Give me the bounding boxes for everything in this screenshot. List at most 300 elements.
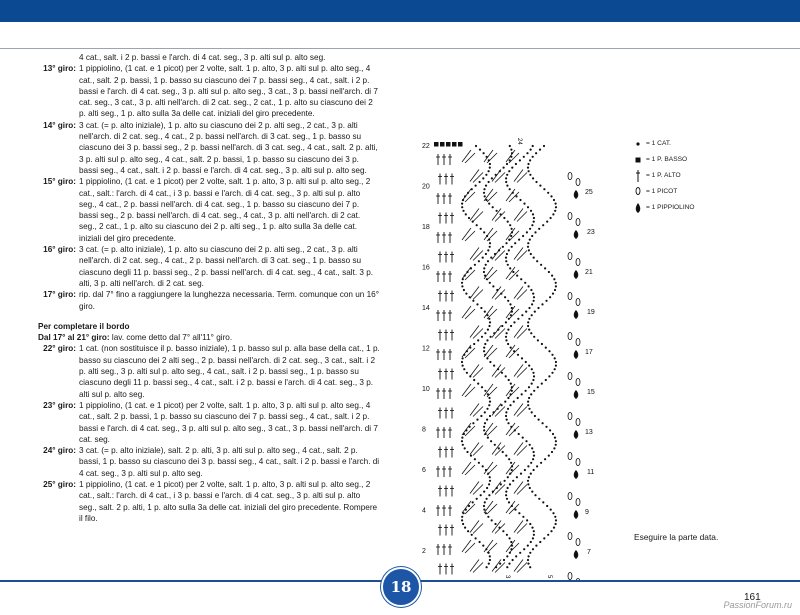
diagonal-stitch	[473, 251, 483, 261]
cat-dot	[509, 267, 511, 269]
cat-dot	[489, 282, 491, 284]
cat-dot	[488, 181, 490, 183]
cat-dot	[553, 278, 555, 280]
diagonal-stitch	[470, 365, 479, 377]
diagonal-stitch	[465, 309, 475, 319]
picot-mark	[576, 178, 580, 185]
cat-dot	[504, 480, 506, 482]
cat-dot	[508, 563, 510, 565]
cat-dot	[533, 534, 535, 536]
cat-dot	[488, 563, 490, 565]
cat-dot	[487, 516, 489, 518]
round-17	[38, 289, 380, 312]
cat-dot	[500, 293, 502, 295]
cat-dot	[488, 483, 490, 485]
cat-dot	[496, 289, 498, 291]
cat-dot	[538, 228, 540, 230]
diagonal-stitch	[473, 563, 483, 573]
diagonal-stitch	[484, 228, 493, 240]
cat-dot	[516, 476, 518, 478]
cat-dot	[502, 451, 504, 453]
cat-dot	[507, 329, 509, 331]
cat-dot	[532, 213, 534, 215]
cat-dot	[487, 260, 489, 262]
cat-dot	[536, 260, 538, 262]
cat-dot	[488, 494, 490, 496]
cat-dot	[530, 210, 532, 212]
cat-dot	[461, 285, 463, 287]
cat-dot	[492, 285, 494, 287]
cat-dot	[529, 523, 531, 525]
cat-dot	[528, 329, 530, 331]
cat-dot	[487, 249, 489, 251]
cat-dot	[481, 336, 483, 338]
cat-dot	[505, 494, 507, 496]
diagonal-stitch	[473, 212, 483, 222]
diagonal-stitch	[462, 150, 471, 162]
cat-dot	[519, 199, 521, 201]
cat-dot	[528, 408, 530, 410]
cat-dot	[552, 293, 554, 295]
cat-dot	[489, 242, 491, 244]
diagonal-stitch	[495, 485, 505, 495]
cat-dot	[464, 275, 466, 277]
cat-dot	[486, 419, 488, 421]
round-text: 3 cat. (= p. alto iniziale), 1 p. alto su ciascuno dei 2 p. alti seg., 2 cat., 3 p. alti nell'arch. di 2 cat. seg., 4 cat., 2 p. bassi nell'arch. di 3 cat. seg., 1 p. basso su ciascuno dei 3 p. bassi seg., 2 p. bassi nell'arch. di 3 cat. seg., 4 cat., salt. 2 p. alti, 3 p. alti sul p. alto seg., 4 cat., salt. 2 p. bassi, 1 p. basso su ciascuno dei 3 p. bassi seg., 4 cat., salt. i 2 p. bassi e l'arch. di 4 cat. seg., 3 p. alti sul p. alto seg.	[79, 120, 378, 175]
cat-dot	[488, 404, 490, 406]
cat-dot	[482, 177, 484, 179]
cat-dot	[483, 491, 485, 493]
cat-dot	[555, 206, 557, 208]
cat-dot	[505, 181, 507, 183]
cat-dot	[510, 393, 512, 395]
row-number-left: 16	[422, 264, 430, 272]
cat-dot	[527, 563, 529, 565]
cat-dot	[528, 285, 530, 287]
cat-dot	[508, 458, 510, 460]
cat-dot	[533, 530, 535, 532]
cat-dot	[475, 537, 477, 539]
cat-dot	[542, 422, 544, 424]
round-label: 13° giro:	[43, 64, 76, 74]
cat-dot	[467, 192, 469, 194]
dagger-icon	[630, 170, 646, 182]
row-number-left: 22	[422, 143, 430, 150]
cat-dot	[541, 303, 543, 305]
cat-dot	[549, 296, 551, 298]
diagonal-stitch	[517, 173, 527, 183]
cat-dot	[463, 433, 465, 435]
cat-dot	[534, 415, 536, 417]
cat-dot	[549, 429, 551, 431]
cat-dot	[469, 375, 471, 377]
cat-dot	[471, 188, 473, 190]
cat-dot	[555, 365, 557, 367]
diagonal-stitch	[465, 543, 475, 553]
header-divider	[0, 48, 800, 49]
row-number-left: 2	[422, 548, 426, 555]
diagonal-stitch	[492, 287, 501, 299]
diagonal-stitch	[495, 329, 505, 339]
cat-dot	[555, 523, 557, 525]
diagonal-stitch	[509, 309, 519, 319]
picot-mark	[568, 292, 572, 299]
cat-dot	[465, 509, 467, 511]
cat-dot	[497, 329, 499, 331]
pippiolino-mark	[574, 470, 579, 479]
diagonal-stitch	[509, 348, 519, 358]
cat-dot	[484, 501, 486, 503]
picot-mark	[568, 452, 572, 459]
row-number-left: 14	[422, 305, 430, 312]
picot-mark	[576, 298, 580, 305]
cat-dot	[528, 365, 530, 367]
cat-dot	[523, 548, 525, 550]
cat-dot	[464, 447, 466, 449]
cat-dot	[496, 210, 498, 212]
cat-dot	[509, 224, 511, 226]
cat-dot	[551, 354, 553, 356]
cat-dot	[462, 365, 464, 367]
cat-dot	[533, 336, 535, 338]
cat-dot	[487, 473, 489, 475]
legend-label: = 1 PICOT	[646, 187, 678, 195]
cat-dot	[480, 494, 482, 496]
cat-dot	[532, 379, 534, 381]
cat-dot	[509, 303, 511, 305]
cat-dot	[505, 257, 507, 259]
cat-dot	[495, 174, 497, 176]
diagonal-stitch	[465, 270, 475, 280]
cat-dot	[502, 530, 504, 532]
cat-dot	[488, 325, 490, 327]
round-label: 14° giro:	[43, 120, 76, 130]
cat-dot	[491, 519, 493, 521]
cat-dot	[543, 537, 545, 539]
cat-dot	[527, 483, 529, 485]
diagonal-stitch	[517, 251, 527, 261]
cat-dot	[515, 195, 517, 197]
picot-mark	[568, 172, 572, 179]
picot-mark	[576, 458, 580, 465]
cat-dot	[509, 145, 511, 147]
cat-dot	[507, 221, 509, 223]
cat-dot	[488, 318, 490, 320]
cat-dot	[465, 429, 467, 431]
cat-dot	[538, 419, 540, 421]
cat-dot	[476, 419, 478, 421]
cat-dot	[511, 228, 513, 230]
cat-dot	[551, 372, 553, 374]
cat-dot	[510, 383, 512, 385]
cat-dot	[484, 311, 486, 313]
diagonal-stitch	[465, 348, 475, 358]
cat-dot	[487, 437, 489, 439]
p-basso-mark	[440, 142, 445, 147]
cat-dot	[511, 311, 513, 313]
cat-dot	[508, 249, 510, 251]
cat-dot	[498, 249, 500, 251]
cat-dot	[522, 516, 524, 518]
cat-dot	[483, 509, 485, 511]
diagonal-stitch	[487, 270, 497, 280]
cat-dot	[528, 307, 530, 309]
diagonal-stitch	[487, 387, 497, 397]
cat-dot	[483, 271, 485, 273]
cat-dot	[514, 242, 516, 244]
round-text: 1 pippiolino, (1 cat. e 1 picot) per 2 volte, salt. 1 p. alto, 3 p. alti sul p. alto seg., 2 cat., salt.: l'arch. di 4 cat., i 3 p. bassi e l'arch. di 4 cat. seg., 3 p. alti sul p. alto seg., salt. 2 p. alti, 1 p. alto sulla 3a delle cat. iniziali del giro precedente. Rompere il filo.	[79, 479, 378, 523]
diagonal-stitch	[506, 462, 515, 474]
cat-dot	[532, 293, 534, 295]
cat-dot	[529, 228, 531, 230]
p-basso-mark	[452, 142, 457, 147]
legend-item-cat	[630, 136, 695, 152]
diagonal-stitch	[465, 465, 475, 475]
cat-dot	[546, 505, 548, 507]
cat-dot	[531, 447, 533, 449]
cat-dot	[508, 501, 510, 503]
cat-dot	[533, 296, 535, 298]
cat-dot	[546, 221, 548, 223]
cat-dot	[489, 361, 491, 363]
section-title: Per completare il bordo	[38, 321, 130, 331]
cat-dot	[543, 188, 545, 190]
pippiolino-mark	[574, 550, 579, 559]
cat-dot	[488, 239, 490, 241]
cat-dot	[531, 303, 533, 305]
cat-dot	[478, 260, 480, 262]
cat-dot	[484, 390, 486, 392]
cat-dot	[489, 246, 491, 248]
diagonal-stitch	[465, 192, 475, 202]
cat-dot	[518, 512, 520, 514]
cat-dot	[461, 361, 463, 363]
diagonal-stitch	[517, 290, 527, 300]
cat-dot	[483, 426, 485, 428]
diagonal-stitch	[509, 543, 519, 553]
cat-dot	[544, 458, 546, 460]
cat-dot	[555, 282, 557, 284]
cat-dot	[493, 411, 495, 413]
cat-dot	[482, 545, 484, 547]
diagonal-stitch	[517, 329, 527, 339]
cat-dot	[538, 498, 540, 500]
round-15	[38, 176, 380, 244]
cat-dot	[511, 152, 513, 154]
cat-dot	[542, 224, 544, 226]
cat-dot	[524, 282, 526, 284]
cat-dot	[469, 426, 471, 428]
pippiolino-mark	[574, 510, 579, 519]
cat-dot	[511, 167, 513, 169]
cat-dot	[490, 257, 492, 259]
cat-dot	[461, 203, 463, 205]
cat-dot	[527, 242, 529, 244]
cat-dot	[493, 365, 495, 367]
diagonal-stitch	[514, 482, 523, 494]
cat-dot	[476, 498, 478, 500]
cat-dot	[469, 296, 471, 298]
rounds-list	[38, 63, 380, 312]
cat-dot	[519, 159, 521, 161]
cat-dot	[505, 260, 507, 262]
cat-dot	[530, 473, 532, 475]
cat-dot	[530, 332, 532, 334]
cat-dot	[490, 440, 492, 442]
round-text: 1 pippiolino, (1 cat. e 1 picot) per 2 volte, salt. 1 p. alto, 3 p. alti sul p. alto seg., 2 cat., salt.: l'arch. di 4 cat., i 3 p. bassi e l'arch. di 4 cat. seg., 3 p. alti sul p. alto seg., 4 cat., 2 p. bassi nell'arch. di 4 cat. seg., 1 p. basso su ciascuno dei 7 p. bassi seg., 2 p. bassi nell'arch. di 4 cat. seg., 4 cat., 3 p. alti nell'arch. di 2 cat. seg., 2 cat., 1 p. alto su ciascuno dei 2 p. alti seg., 1 p. alto sulla 3a delle cat. iniziali del giro precedente.	[79, 177, 371, 243]
pippiolino-mark	[574, 350, 579, 359]
diagonal-stitch	[487, 153, 497, 163]
cat-dot	[532, 177, 534, 179]
cat-dot	[494, 523, 496, 525]
cat-dot	[505, 455, 507, 457]
cat-dot	[511, 231, 513, 233]
diagonal-stitch	[492, 521, 501, 533]
diagonal-stitch	[462, 540, 471, 552]
cat-dot	[554, 210, 556, 212]
diagonal-stitch	[514, 248, 523, 260]
cat-dot	[530, 462, 532, 464]
diagonal-stitch	[509, 504, 519, 514]
cat-dot	[477, 339, 479, 341]
picot-mark	[576, 338, 580, 345]
cat-dot	[533, 300, 535, 302]
round-text: 3 cat. (= p. alto iniziale), salt. 2 p. alti, 3 p. alti sul p. alto seg., 4 cat., salt. 2 p. bassi, 1 p. basso su ciascuno dei 3 p. bassi seg., 4 cat., salt. i 2 p. bassi e l'arch. di 4 cat. seg., 3 p. alti sul p. alto seg.	[79, 446, 380, 478]
cat-dot	[510, 235, 512, 237]
diagonal-stitch	[487, 309, 497, 319]
cat-dot	[462, 357, 464, 359]
section-subheading	[38, 332, 380, 343]
cat-dot	[487, 393, 489, 395]
pippiolino-mark	[574, 190, 579, 199]
cat-dot	[486, 566, 488, 568]
diagonal-stitch	[492, 248, 501, 260]
cat-dot	[530, 253, 532, 255]
diagonal-stitch	[506, 228, 515, 240]
cat-dot	[548, 350, 550, 352]
cat-dot	[531, 235, 533, 237]
diagonal-stitch	[514, 209, 523, 221]
legend-item-p-basso	[630, 152, 695, 168]
cat-dot	[484, 195, 486, 197]
diagonal-stitch	[470, 209, 479, 221]
diagonal-stitch	[506, 189, 515, 201]
cat-dot	[520, 473, 522, 475]
cat-dot	[525, 440, 527, 442]
cat-dot	[485, 512, 487, 514]
cat-dot	[504, 296, 506, 298]
cat-dot	[486, 487, 488, 489]
cat-dot	[512, 480, 514, 482]
cat-dot	[511, 469, 513, 471]
legend-item-p-alto	[630, 168, 695, 184]
cat-dot	[470, 267, 472, 269]
cat-dot	[529, 566, 531, 568]
diagonal-stitch	[492, 326, 501, 338]
cat-dot	[505, 321, 507, 323]
diagonal-stitch	[462, 267, 471, 279]
cat-dot	[483, 347, 485, 349]
cat-dot	[519, 552, 521, 554]
diagonal-stitch	[484, 267, 493, 279]
round-text: 1 cat. (non sostituisce il p. basso iniziale), 1 p. basso sul p. alla base della cat., 1 p. basso su ciascuno dei 2 alti seg., 2 p. bassi nell'arch. di 2 cat. seg., 3 cat., salt. i 2 p. alti seg., 3 p. alti sul p. alto seg., 4 cat., salt. i 2 p. bassi seg., 1 p. basso su ciascuno degli 11 p. bassi seg., 4 cat., salt. i 2 p. bassi e l'arch. di 4 cat. seg., 3 p. alti sul p. alto seg.	[79, 344, 380, 399]
cat-dot	[527, 480, 529, 482]
round-16	[38, 244, 380, 289]
cat-dot	[527, 206, 529, 208]
cat-dot	[506, 555, 508, 557]
cat-dot	[497, 408, 499, 410]
diagonal-stitch	[487, 348, 497, 358]
cat-dot	[544, 267, 546, 269]
legend-label: = 1 PIPPIOLINO	[646, 203, 695, 211]
cat-dot	[497, 368, 499, 370]
cat-dot	[523, 203, 525, 205]
dot-icon	[630, 138, 646, 150]
cat-dot	[503, 167, 505, 169]
diagonal-stitch	[484, 462, 493, 474]
cat-dot	[484, 343, 486, 345]
cat-dot	[508, 239, 510, 241]
cat-dot	[508, 318, 510, 320]
p-basso-mark	[434, 142, 439, 147]
cat-dot	[468, 217, 470, 219]
round-text: rip. dal 7° fino a raggiungere la lunghezza necessaria. Term. comunque con un 16° giro.	[79, 290, 379, 311]
cat-dot	[466, 372, 468, 374]
diagonal-stitch	[509, 153, 519, 163]
p-basso-mark	[446, 142, 451, 147]
cat-dot	[483, 267, 485, 269]
cat-dot	[543, 145, 545, 147]
row-number-right: 17	[585, 349, 593, 356]
diagonal-stitch	[473, 173, 483, 183]
cat-dot	[510, 347, 512, 349]
cat-dot	[498, 447, 500, 449]
cat-dot	[532, 145, 534, 147]
diagonal-stitch	[517, 485, 527, 495]
symbol-legend	[630, 136, 695, 216]
cat-dot	[521, 314, 523, 316]
cat-dot	[511, 307, 513, 309]
cat-dot	[501, 372, 503, 374]
cat-dot	[522, 235, 524, 237]
diagonal-stitch	[514, 287, 523, 299]
cat-dot	[465, 213, 467, 215]
cat-dot	[528, 170, 530, 172]
cat-dot	[533, 375, 535, 377]
cat-dot	[462, 523, 464, 525]
cat-dot	[475, 185, 477, 187]
cat-dot	[479, 149, 481, 151]
cat-dot	[510, 156, 512, 158]
cat-dot	[489, 480, 491, 482]
diagonal-stitch	[506, 501, 515, 513]
cat-dot	[486, 408, 488, 410]
cat-dot	[506, 419, 508, 421]
diagonal-stitch	[492, 404, 501, 416]
row-number-right: 9	[585, 509, 589, 516]
cat-dot	[521, 357, 523, 359]
cat-dot	[494, 253, 496, 255]
cat-dot	[510, 462, 512, 464]
cat-dot	[461, 437, 463, 439]
cat-dot	[526, 519, 528, 521]
cat-dot	[513, 321, 515, 323]
picot-mark	[576, 218, 580, 225]
cat-dot	[505, 177, 507, 179]
page-badge: 18	[381, 567, 421, 607]
cat-dot	[535, 181, 537, 183]
cat-dot	[485, 264, 487, 266]
